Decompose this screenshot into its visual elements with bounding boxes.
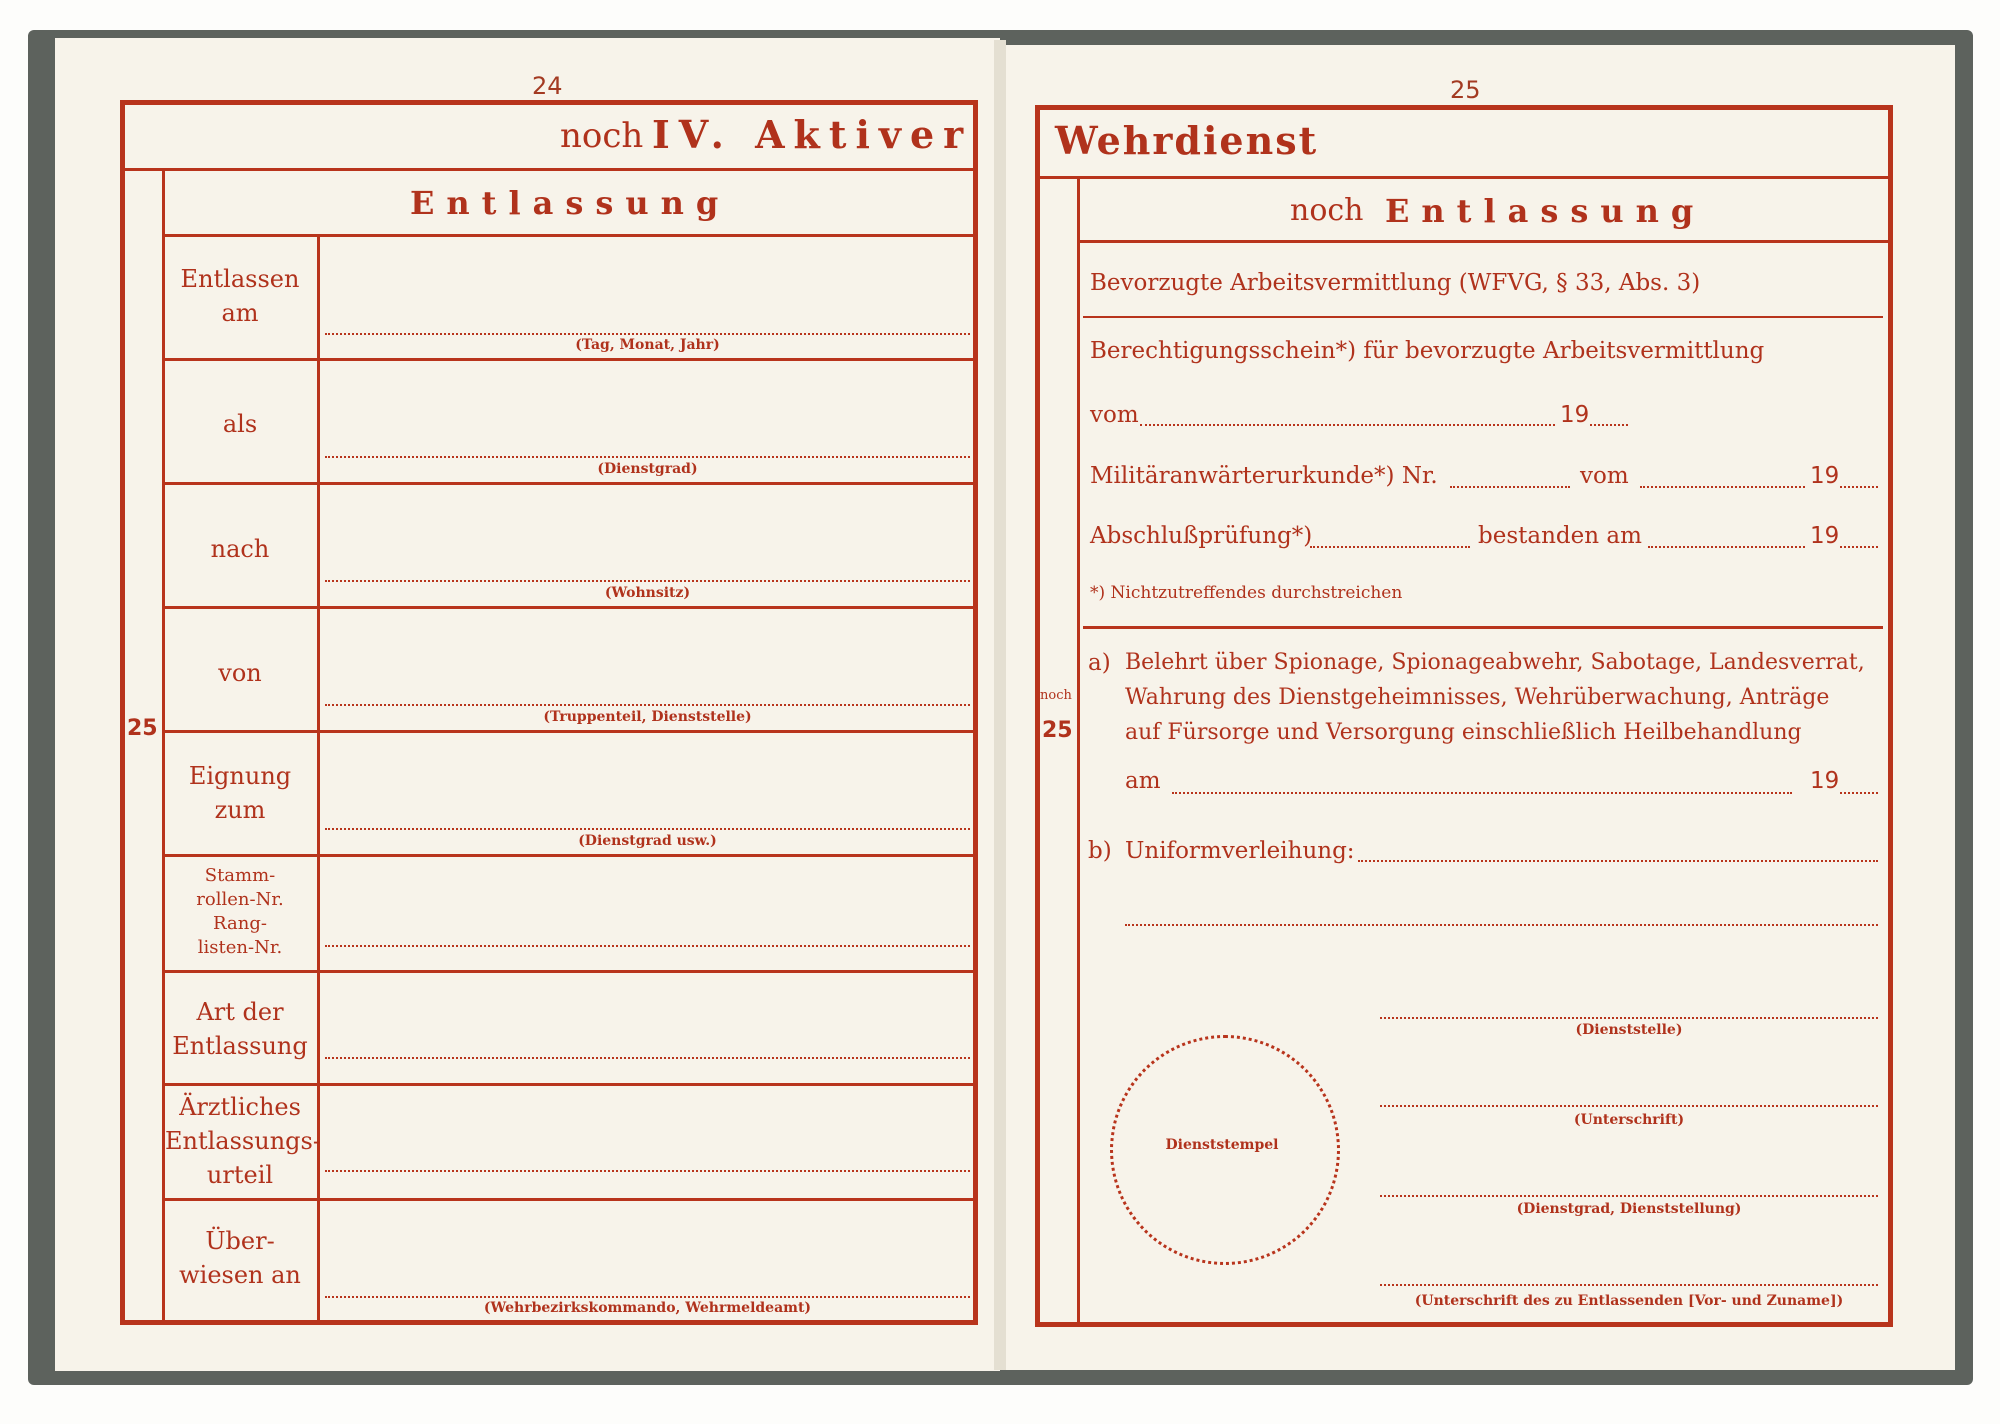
bestanden-label: bestanden am <box>1478 523 1642 549</box>
uniform-fill-2[interactable] <box>1125 924 1878 926</box>
dienstgrad-caption: (Dienstgrad, Dienststellung) <box>1516 1201 1742 1217</box>
militaer-nr-fill[interactable] <box>1450 486 1570 488</box>
uniform-fill-1[interactable] <box>1358 860 1878 862</box>
dienststelle-line[interactable] <box>1380 1017 1878 1019</box>
left-header-title: IV. Aktiver <box>652 112 973 157</box>
row-fill-line[interactable] <box>325 704 970 706</box>
belehrt-line-2: Wahrung des Dienstgeheimnisses, Wehrüberwachung, Anträge <box>1125 685 1830 710</box>
bestanden-fill[interactable] <box>1648 546 1805 548</box>
row-label: Art der Entlassung <box>172 998 308 1060</box>
vom-year-fill[interactable] <box>1590 424 1628 426</box>
left-header-prefix: noch <box>560 116 644 156</box>
dienstgrad-line[interactable] <box>1380 1195 1878 1197</box>
row-fill-line[interactable] <box>325 945 970 947</box>
row-divider <box>162 854 978 857</box>
left-label-column-divider <box>317 234 320 1325</box>
entlassenden-caption: (Unterschrift des zu Entlassenden [Vor- und Zuname]) <box>1414 1293 1844 1309</box>
uniform-label: Uniformverleihung: <box>1125 838 1355 864</box>
right-section-prefix: noch <box>1290 193 1364 228</box>
row-label: Eignung zum <box>188 762 292 824</box>
belehrt-am-label: am <box>1125 768 1161 794</box>
belehrt-year: 19 <box>1810 768 1840 794</box>
uniform-marker: b) <box>1088 838 1112 864</box>
row-fill-line[interactable] <box>325 1296 970 1298</box>
left-side-number: 25 <box>127 716 158 741</box>
belehrt-am-fill[interactable] <box>1172 792 1792 794</box>
row-label: von <box>218 659 262 687</box>
row-caption: (Wohnsitz) <box>604 585 691 601</box>
belehrt-line-1: Belehrt über Spionage, Spionageabwehr, Sabotage, Landesverrat, <box>1125 650 1865 675</box>
row-divider <box>162 606 978 609</box>
bevorzugte-divider <box>1083 316 1883 318</box>
row-divider <box>162 730 978 733</box>
row-divider <box>162 1083 978 1086</box>
row-caption: (Wehrbezirkskommando, Wehrmeldeamt) <box>483 1300 812 1316</box>
right-header-divider <box>1035 176 1893 179</box>
right-page-number: 25 <box>1450 76 1481 104</box>
footnote: *) Nichtzutreffendes durchstreichen <box>1090 583 1403 603</box>
dienststelle-caption: (Dienststelle) <box>1575 1022 1683 1038</box>
right-side-column-divider <box>1077 176 1080 1327</box>
militaer-year: 19 <box>1810 463 1840 489</box>
left-section-title: Entlassung <box>410 184 731 222</box>
right-side-prefix: noch <box>1040 688 1072 703</box>
berechtigung-line: Berechtigungsschein*) für bevorzugte Arbeitsvermittlung <box>1090 338 1765 364</box>
unterschrift-caption: (Unterschrift) <box>1573 1112 1685 1128</box>
right-side-number: 25 <box>1042 718 1073 743</box>
row-label: Entlassen am <box>180 265 300 327</box>
row-caption: (Dienstgrad) <box>597 461 698 477</box>
row-caption: (Truppenteil, Dienststelle) <box>543 709 752 725</box>
right-header-title: Wehrdienst <box>1055 118 1319 163</box>
row-label: Über- wiesen an <box>179 1227 301 1289</box>
row-label: nach <box>210 535 270 563</box>
unterschrift-line[interactable] <box>1380 1105 1878 1107</box>
row-fill-line[interactable] <box>325 456 970 458</box>
vom-fill-line[interactable] <box>1140 424 1555 426</box>
row-label: Ärztliches Entlassungs- urteil <box>165 1093 321 1189</box>
row-divider <box>162 358 978 361</box>
left-page-number: 24 <box>532 72 563 100</box>
militaer-vom-label: vom <box>1580 463 1629 489</box>
right-section-title: Entlassung <box>1385 192 1706 230</box>
row-label: als <box>222 410 258 438</box>
vom-label: vom <box>1090 402 1139 428</box>
left-section-divider <box>162 234 978 237</box>
right-section-divider <box>1077 240 1893 243</box>
belehrt-marker: a) <box>1088 650 1111 676</box>
row-caption: (Tag, Monat, Jahr) <box>575 337 720 353</box>
bevorzugte-line: Bevorzugte Arbeitsvermittlung (WFVG, § 33, Abs. 3) <box>1090 270 1701 296</box>
row-fill-line[interactable] <box>325 333 970 335</box>
militaer-label: Militäranwärterurkunde*) Nr. <box>1090 463 1438 489</box>
row-fill-line[interactable] <box>325 1057 970 1059</box>
row-divider <box>162 1198 978 1201</box>
row-fill-line[interactable] <box>325 1170 970 1172</box>
abschluss-label: Abschlußprüfung*) <box>1090 523 1313 549</box>
militaer-vom-fill[interactable] <box>1640 486 1805 488</box>
militaer-year-fill[interactable] <box>1840 486 1878 488</box>
vom-year: 19 <box>1560 402 1590 428</box>
belehrt-divider <box>1083 626 1883 629</box>
abschluss-fill[interactable] <box>1310 546 1470 548</box>
left-header-divider <box>120 168 978 171</box>
page-gutter <box>994 40 1006 1370</box>
bestanden-year: 19 <box>1810 523 1840 549</box>
row-divider <box>162 482 978 485</box>
belehrt-year-fill[interactable] <box>1840 792 1878 794</box>
row-caption: (Dienstgrad usw.) <box>578 833 717 849</box>
bestanden-year-fill[interactable] <box>1840 546 1878 548</box>
stamp-label: Dienststempel <box>1165 1137 1279 1153</box>
entlassenden-line[interactable] <box>1380 1284 1878 1286</box>
row-fill-line[interactable] <box>325 828 970 830</box>
row-divider <box>162 970 978 973</box>
row-label: Stamm- rollen-Nr. Rang- listen-Nr. <box>196 865 284 958</box>
row-fill-line[interactable] <box>325 580 970 582</box>
belehrt-line-3: auf Fürsorge und Versorgung einschließlich Heilbehandlung <box>1125 720 1802 745</box>
